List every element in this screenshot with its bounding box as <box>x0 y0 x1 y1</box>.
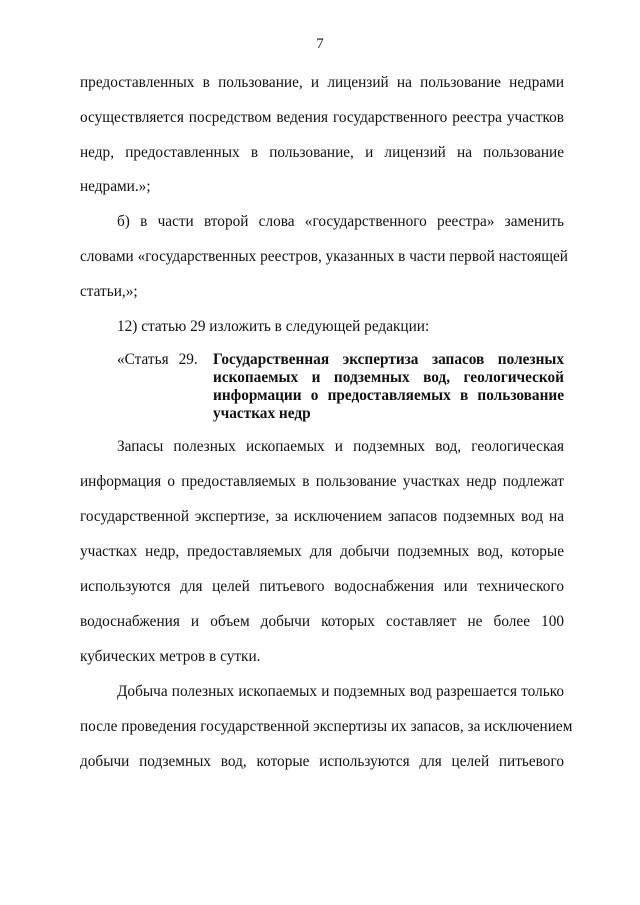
paragraph-line: информация о предоставляемых в пользование участках недр подлежат <box>80 473 564 490</box>
page-number: 7 <box>316 36 324 52</box>
article-number: 29. <box>178 351 198 368</box>
article-label <box>117 351 217 369</box>
article-word: «Статья <box>117 351 169 368</box>
text-line: 12) статью 29 изложить в следующей редакции: <box>117 318 430 335</box>
paragraph-line: участках недр, предоставляемых для добычи подземных вод, которые <box>80 543 564 560</box>
text-line: статьи,»; <box>80 283 138 300</box>
article-title-line: информации о предоставляемых в пользование <box>213 387 564 404</box>
text-line: недрами.»; <box>80 178 151 195</box>
article-title-line: Государственная экспертиза запасов полезных <box>213 351 564 368</box>
paragraph-line: государственной экспертизе, за исключением запасов подземных вод на <box>80 508 564 525</box>
paragraph-line: Добыча полезных ископаемых и подземных вод разрешается только <box>117 683 564 700</box>
paragraph-line: используются для целей питьевого водоснабжения или технического <box>80 578 564 595</box>
text-line: недр, предоставленных в пользование, и лицензий на пользование <box>80 144 564 161</box>
text-line: осуществляется посредством ведения государственного реестра участков <box>80 109 564 126</box>
text-line: предоставленных в пользование, и лицензий на пользование недрами <box>80 74 564 91</box>
text-line: б) в части второй слова «государственного реестра» заменить <box>117 213 564 230</box>
paragraph-line: водоснабжения и объем добычи которых составляет не более 100 <box>80 613 564 630</box>
article-title-line: участках недр <box>213 405 311 422</box>
paragraph-line: добычи подземных вод, которые используются для целей питьевого <box>80 753 564 770</box>
article-title-line: ископаемых и подземных вод, геологической <box>213 369 564 386</box>
paragraph-line: кубических метров в сутки. <box>80 648 261 665</box>
text-line: словами «государственных реестров, указанных в части первой настоящей <box>80 248 568 265</box>
paragraph-line: Запасы полезных ископаемых и подземных вод, геологическая <box>117 438 564 455</box>
paragraph-line: после проведения государственной экспертизы их запасов, за исключением <box>80 718 573 735</box>
